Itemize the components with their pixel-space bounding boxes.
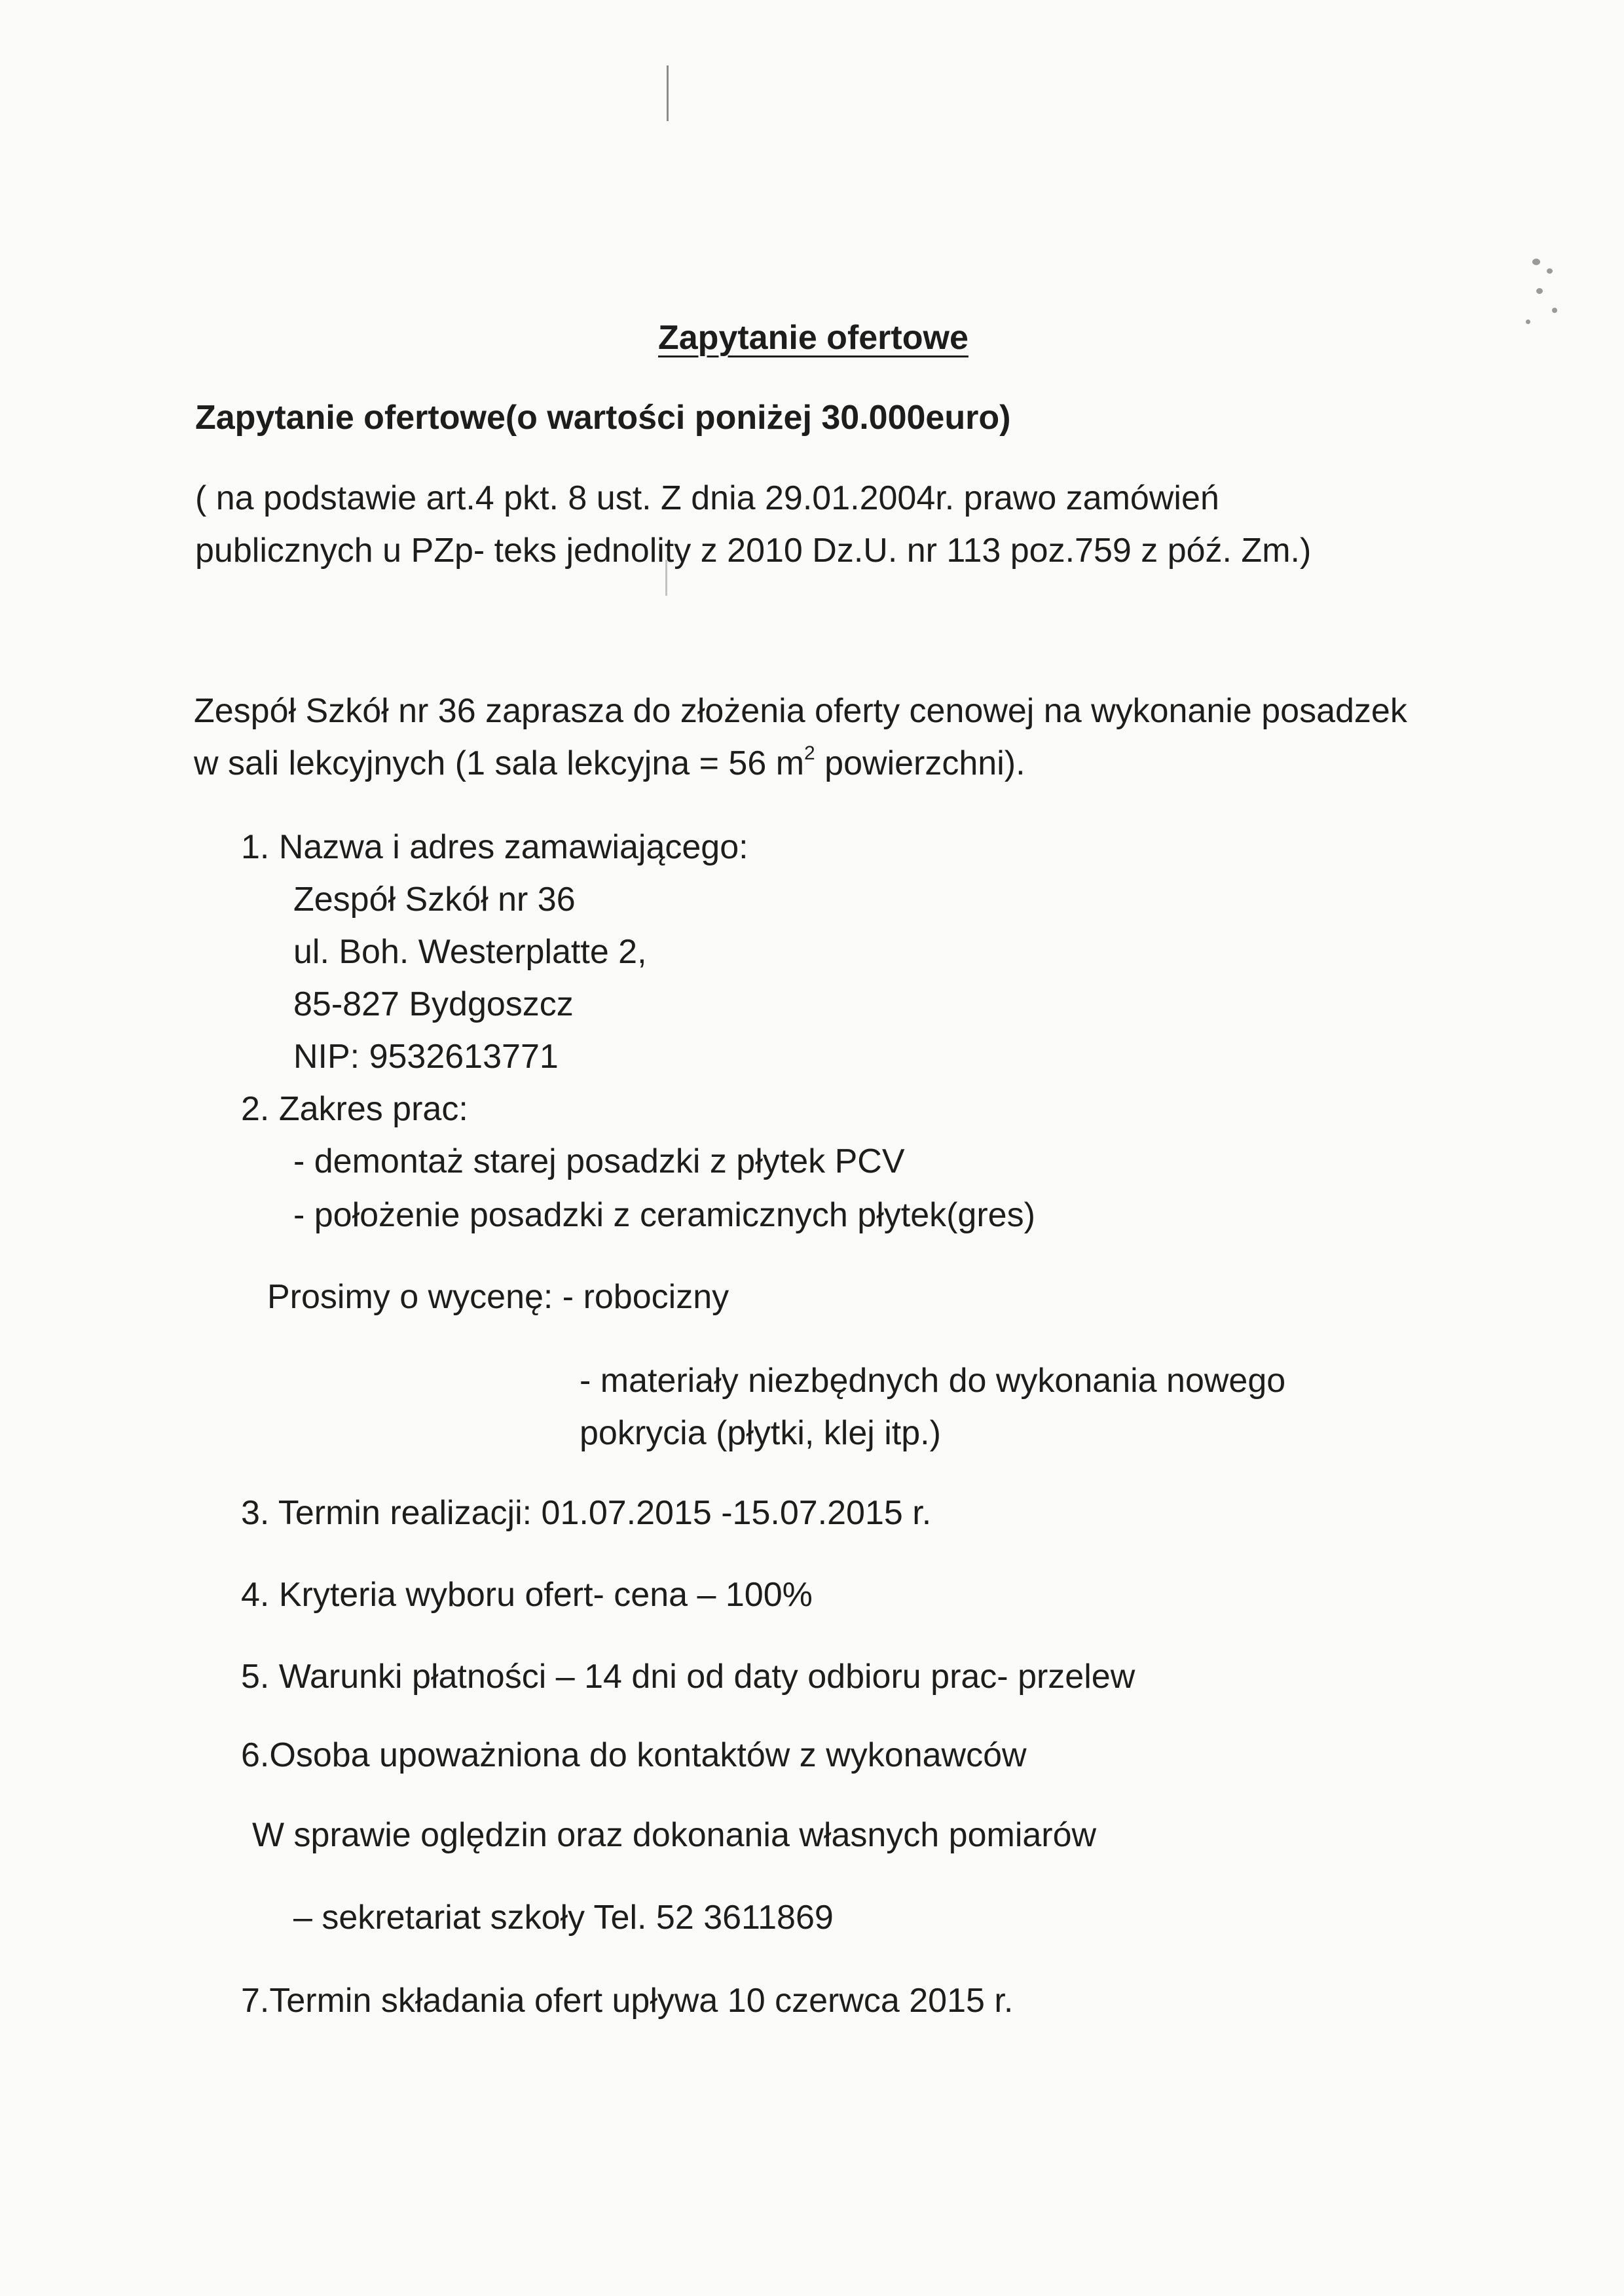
square-superscript: 2	[804, 742, 815, 764]
scan-speck	[1532, 259, 1540, 265]
item-1-label: 1. Nazwa i adres zamawiającego:	[241, 828, 748, 866]
inspection-note: W sprawie oględzin oraz dokonania własnych pomiarów	[252, 1816, 1097, 1854]
item-4-criteria: 4. Kryteria wyboru ofert- cena – 100%	[241, 1576, 813, 1614]
document-subtitle: Zapytanie ofertowe(o wartości poniżej 30.000euro)	[195, 399, 1011, 437]
intro-line-1: Zespół Szkół nr 36 zaprasza do złożenia oferty cenowej na wykonanie posadzek	[194, 692, 1407, 730]
intro-line-2-end: powierzchni).	[815, 744, 1025, 782]
scan-speck	[1547, 268, 1553, 274]
scan-speck	[1552, 308, 1557, 313]
legal-basis-line-1: ( na podstawie art.4 pkt. 8 ust. Z dnia 29.01.2004r. prawo zamówień	[195, 479, 1219, 517]
orderer-street: ul. Boh. Westerplatte 2,	[293, 933, 647, 971]
scan-speck	[1526, 319, 1530, 324]
legal-basis-line-2: publicznych u PZp- teks jednolity z 2010 Dz.U. nr 113 poz.759 z póź. Zm.)	[195, 532, 1312, 570]
scan-mark	[667, 65, 669, 121]
orderer-name: Zespół Szkół nr 36	[293, 881, 576, 919]
item-5-payment: 5. Warunki płatności – 14 dni od daty odbioru prac- przelew	[241, 1658, 1135, 1696]
intro-line-2	[194, 742, 1025, 782]
item-6-contact-person: 6.Osoba upoważniona do kontaktów z wykonawców	[241, 1736, 1027, 1774]
contact-phone: – sekretariat szkoły Tel. 52 3611869	[293, 1899, 834, 1937]
pricing-line-3: pokrycia (płytki, klej itp.)	[580, 1414, 941, 1452]
pricing-line-2: - materiały niezbędnych do wykonania nowego	[580, 1362, 1286, 1400]
scan-speck	[1536, 288, 1543, 294]
orderer-city: 85-827 Bydgoszcz	[293, 985, 574, 1023]
scope-line-2: - położenie posadzki z ceramicznych płytek(gres)	[293, 1196, 1035, 1234]
orderer-nip: NIP: 9532613771	[293, 1038, 559, 1076]
pricing-lead: Prosimy o wycenę: - robocizny	[267, 1278, 729, 1316]
document-title: Zapytanie ofertowe	[658, 319, 969, 357]
item-3-deadline: 3. Termin realizacji: 01.07.2015 -15.07.2015 r.	[241, 1494, 932, 1532]
scope-line-1: - demontaż starej posadzki z płytek PCV	[293, 1142, 905, 1180]
item-2-label: 2. Zakres prac:	[241, 1090, 468, 1128]
item-7-offer-deadline: 7.Termin składania ofert upływa 10 czerwca 2015 r.	[241, 1982, 1014, 2020]
intro-line-2-text: w sali lekcyjnych (1 sala lekcyjna = 56 m	[194, 744, 805, 782]
